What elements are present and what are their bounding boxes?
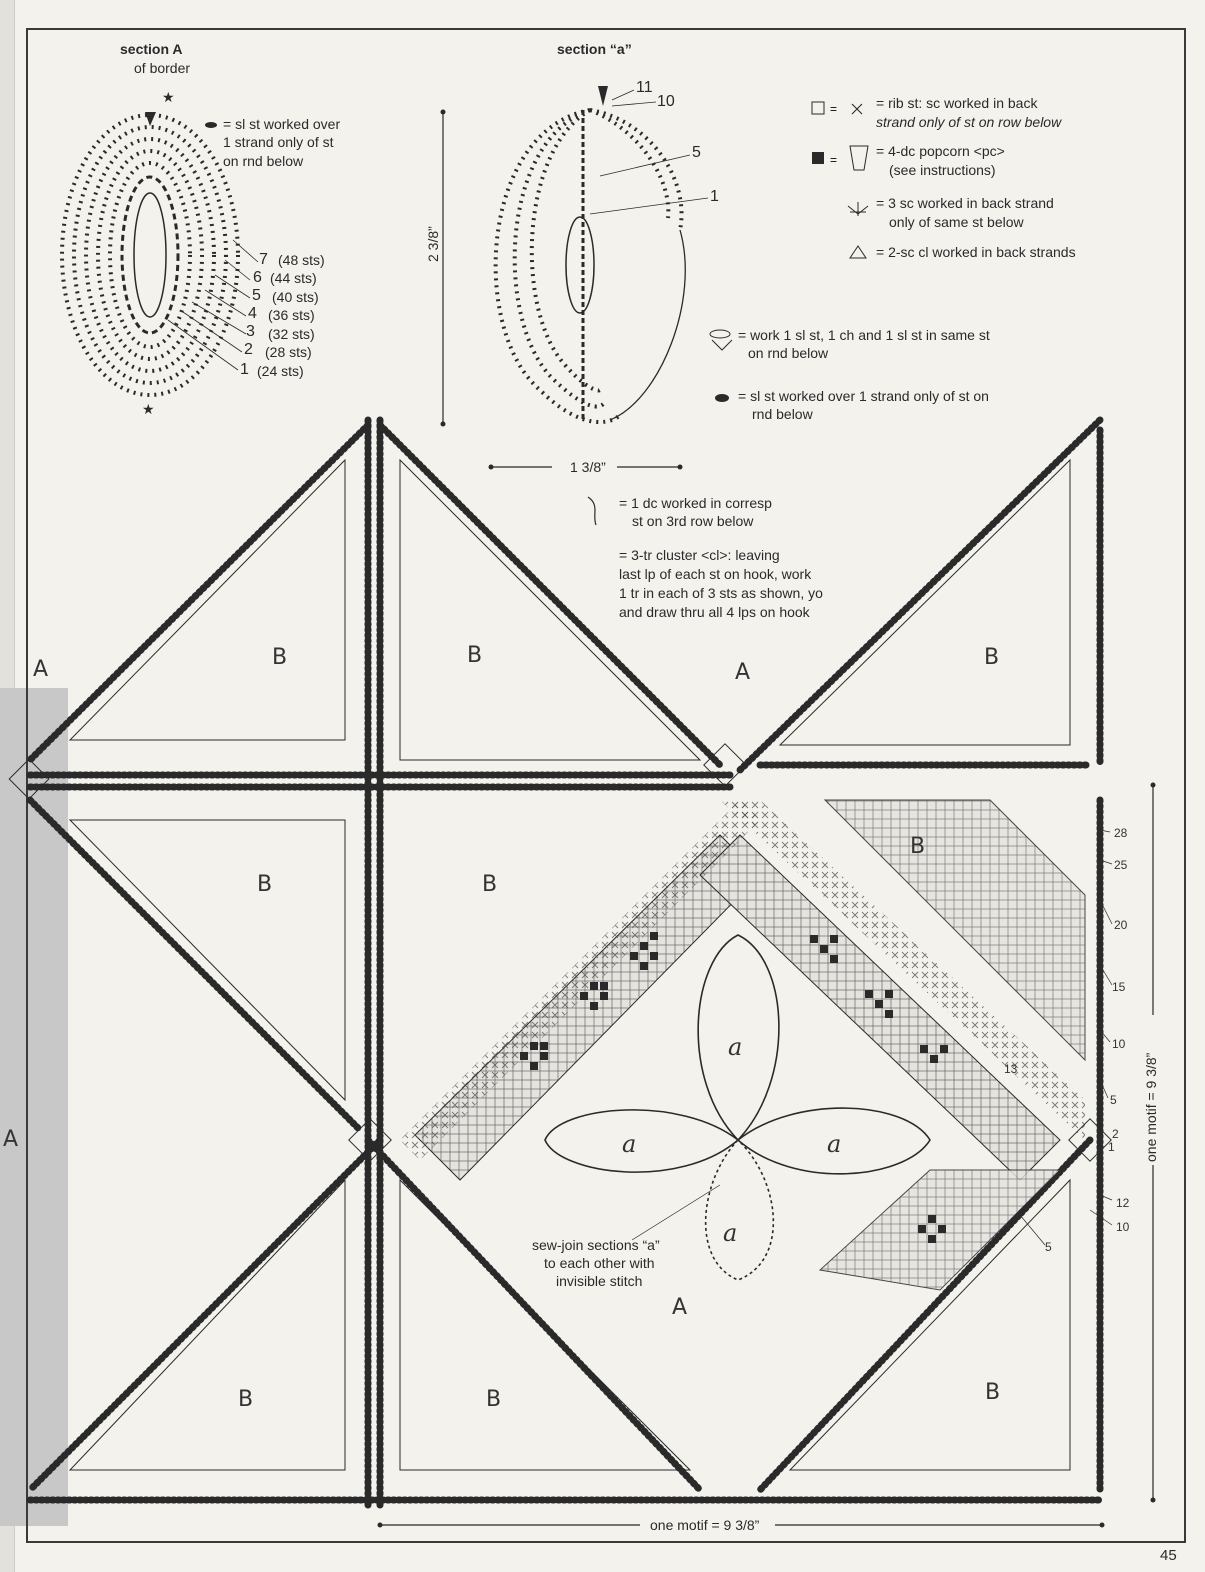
section-small-a-width: 1 3/8” bbox=[570, 459, 606, 475]
round-1-num: 1 bbox=[240, 361, 249, 378]
round-2-sts: (28 sts) bbox=[265, 344, 312, 360]
legend-cluster-line-3: 1 tr in each of 3 sts as shown, yo bbox=[619, 585, 823, 601]
legend-sl-ch-line-2: on rnd below bbox=[748, 345, 829, 361]
legend-cluster-line-4: and draw thru all 4 lps on hook bbox=[619, 604, 810, 620]
label-a-petal-top: a bbox=[728, 1033, 743, 1061]
label-b-6: B bbox=[910, 834, 926, 859]
label-a-petal-left: a bbox=[622, 1130, 637, 1158]
svg-text:★: ★ bbox=[162, 89, 175, 105]
round-7-sts: (48 sts) bbox=[278, 252, 325, 268]
row-number-5-right: 5 bbox=[1110, 1093, 1117, 1107]
svg-text:=: = bbox=[830, 102, 838, 116]
label-a-left-mid: A bbox=[3, 1127, 19, 1152]
legend-symbols bbox=[588, 102, 868, 525]
round-2-num: 2 bbox=[244, 341, 253, 358]
section-a-note-line-1: = sl st worked over bbox=[223, 116, 341, 132]
legend-sl-strand-line-1: = sl st worked over 1 strand only of st on bbox=[738, 388, 989, 404]
round-3-num: 3 bbox=[246, 323, 255, 340]
svg-text:★: ★ bbox=[142, 401, 155, 417]
row-number-25: 25 bbox=[1114, 858, 1128, 872]
row-number-10-lower: 10 bbox=[1116, 1220, 1130, 1234]
label-b-2: B bbox=[467, 643, 483, 668]
dimension-right: one motif = 9 3/8” bbox=[1143, 1052, 1159, 1162]
legend-cluster-line-1: = 3-tr cluster <cl>: leaving bbox=[619, 547, 780, 563]
round-6-sts: (44 sts) bbox=[270, 270, 317, 286]
label-b-4: B bbox=[257, 872, 273, 897]
section-a-note-line-3: on rnd below bbox=[223, 153, 304, 169]
row-number-1: 1 bbox=[1108, 1140, 1115, 1154]
section-a-title: section A bbox=[120, 41, 183, 57]
label-b-3: B bbox=[984, 645, 1000, 670]
round-13-label: 13 bbox=[1004, 1062, 1018, 1076]
round-7-num: 7 bbox=[259, 251, 268, 268]
section-small-a-round-1: 1 bbox=[710, 188, 719, 205]
legend-sl-ch-line-1: = work 1 sl st, 1 ch and 1 sl st in same st bbox=[738, 327, 990, 343]
label-b-9: B bbox=[985, 1380, 1001, 1405]
round-5-num: 5 bbox=[252, 287, 261, 304]
label-a-bottom-center: A bbox=[672, 1295, 688, 1320]
legend-2sc-cl: = 2-sc cl worked in back strands bbox=[876, 244, 1076, 260]
dimension-bottom: one motif = 9 3/8” bbox=[650, 1517, 760, 1533]
round-4-num: 4 bbox=[248, 305, 257, 322]
legend-3sc-line-1: = 3 sc worked in back strand bbox=[876, 195, 1054, 211]
sew-note-line-1: sew-join sections “a” bbox=[532, 1237, 660, 1253]
sew-note-line-2: to each other with bbox=[544, 1255, 655, 1271]
section-a-subtitle: of border bbox=[134, 60, 191, 76]
round-1-sts: (24 sts) bbox=[257, 363, 304, 379]
section-small-a-round-5: 5 bbox=[692, 144, 701, 161]
row-number-10-right: 10 bbox=[1112, 1037, 1126, 1051]
round-6-num: 6 bbox=[253, 269, 262, 286]
row-number-28: 28 bbox=[1114, 826, 1128, 840]
legend-rib-st-line-1: = rib st: sc worked in back bbox=[876, 95, 1038, 111]
legend-dc-line-1: = 1 dc worked in corresp bbox=[619, 495, 772, 511]
label-b-1: B bbox=[272, 645, 288, 670]
label-b-5: B bbox=[482, 872, 498, 897]
round-4-sts: (36 sts) bbox=[268, 307, 315, 323]
label-a-left-top: A bbox=[33, 657, 49, 682]
label-a-petal-right: a bbox=[827, 1130, 842, 1158]
row-number-2: 2 bbox=[1112, 1127, 1119, 1141]
round-3-sts: (32 sts) bbox=[268, 326, 315, 342]
section-small-a-title: section “a” bbox=[557, 41, 632, 57]
section-small-a-round-10: 10 bbox=[657, 93, 675, 110]
row-number-12: 12 bbox=[1116, 1196, 1130, 1210]
label-b-7: B bbox=[238, 1387, 254, 1412]
legend-popcorn-line-1: = 4-dc popcorn <pc> bbox=[876, 143, 1005, 159]
sew-note-line-3: invisible stitch bbox=[556, 1273, 643, 1289]
legend-3sc-line-2: only of same st below bbox=[889, 214, 1024, 230]
legend-sl-strand-line-2: rnd below bbox=[752, 406, 813, 422]
label-a-top-center: A bbox=[735, 660, 751, 685]
label-b-8: B bbox=[486, 1387, 502, 1412]
section-small-a-diagram bbox=[441, 86, 709, 470]
row-number-5-lower: 5 bbox=[1045, 1240, 1052, 1254]
legend-popcorn-line-2: (see instructions) bbox=[889, 162, 996, 178]
row-number-15: 15 bbox=[1112, 980, 1126, 994]
legend-cluster-line-2: last lp of each st on hook, work bbox=[619, 566, 812, 582]
legend-rib-st-line-2: strand only of st on row below bbox=[876, 114, 1062, 130]
round-5-sts: (40 sts) bbox=[272, 289, 319, 305]
label-a-petal-bottom: a bbox=[723, 1219, 738, 1247]
section-a-note-line-2: 1 strand only of st bbox=[223, 134, 334, 150]
section-small-a-round-11: 11 bbox=[636, 79, 653, 96]
row-number-20: 20 bbox=[1114, 918, 1128, 932]
section-small-a-height: 2 3/8” bbox=[425, 226, 441, 262]
legend-dc-line-2: st on 3rd row below bbox=[632, 513, 754, 529]
motif-chart bbox=[9, 420, 1155, 1528]
page-number: 45 bbox=[1160, 1547, 1177, 1564]
svg-text:=: = bbox=[830, 153, 838, 167]
